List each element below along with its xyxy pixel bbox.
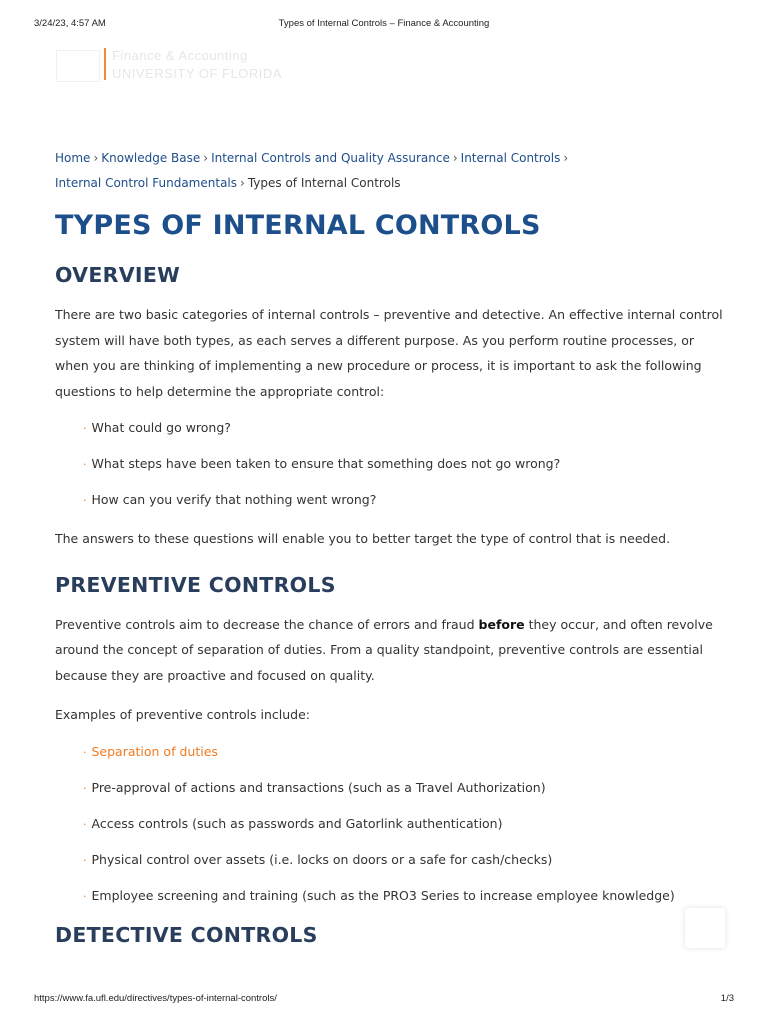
breadcrumb-separator: › [203,151,209,165]
list-item [83,778,725,799]
bullet-icon: · [83,889,87,903]
logo-divider [104,48,106,80]
breadcrumb-separator: › [452,151,458,165]
overview-closing: The answers to these questions will enable you to better target the type of control that is needed. [55,531,671,546]
breadcrumb-separator: › [93,151,99,165]
list-item [83,742,725,763]
example-text: Access controls (such as passwords and Gatorlink authentication) [91,815,503,831]
list-item [83,886,725,907]
print-title: Types of Internal Controls – Finance & Accounting [278,18,490,29]
preventive-examples-list [55,742,725,907]
preventive-text-start: Preventive controls aim to decrease the chance of errors and fraud [55,616,479,632]
breadcrumb-internal-controls-qa[interactable]: Internal Controls and Quality Assurance [211,151,450,165]
bullet-icon: · [83,422,87,435]
bullet-icon: · [83,781,87,795]
breadcrumb-internal-controls[interactable]: Internal Controls [460,151,561,165]
breadcrumb-separator: › [240,176,245,190]
breadcrumb [55,146,725,196]
logo-text-line2: UNIVERSITY OF FLORIDA [112,66,282,81]
list-item [83,490,725,511]
example-text: Physical control over assets (i.e. locks on doors or a safe for cash/checks) [91,851,553,867]
breadcrumb-knowledge-base[interactable]: Knowledge Base [101,151,201,165]
bullet-icon: · [83,817,87,831]
preventive-paragraph [55,612,725,689]
question-list [55,418,725,511]
question-text: What steps have been taken to ensure that something does not go wrong? [91,456,561,471]
preventive-examples-intro: Examples of preventive controls include: [55,707,310,722]
breadcrumb-internal-control-fundamentals[interactable]: Internal Control Fundamentals [55,176,238,190]
main-content [55,146,725,948]
example-text: Pre-approval of actions and transactions (such as a Travel Authorization) [91,779,546,795]
question-text: How can you verify that nothing went wrong? [91,492,377,507]
preventive-text-bold: before [478,616,525,632]
list-item [83,454,725,475]
example-text: Employee screening and training (such as the PRO3 Series to increase employee knowledge) [91,887,675,903]
print-page-number: 1/3 [720,993,734,1004]
print-date: 3/24/23, 4:57 AM [34,18,106,29]
page-title: TYPES OF INTERNAL CONTROLS [55,210,541,241]
question-text: What could go wrong? [91,420,231,435]
preventive-heading: PREVENTIVE CONTROLS [55,572,336,597]
list-item [83,418,725,439]
detective-heading: DETECTIVE CONTROLS [55,922,318,947]
bullet-icon: · [83,853,87,867]
site-logo[interactable] [56,44,282,84]
breadcrumb-separator: › [563,151,569,165]
logo-text-line1: Finance & Accounting [112,48,248,63]
breadcrumb-home[interactable]: Home [55,151,91,165]
list-item [83,850,725,871]
bullet-icon: · [83,458,87,471]
bullet-icon: · [83,494,87,507]
logo-mark-icon [56,50,100,82]
bullet-icon: · [83,745,87,759]
print-url: https://www.fa.ufl.edu/directives/types-of-internal-controls/ [34,993,277,1004]
overview-heading: OVERVIEW [55,263,181,287]
list-item [83,814,725,835]
overview-paragraph: There are two basic categories of internal controls – preventive and detective. An effective internal control system will have both types, as each serves a different purpose. As you perform routine processes, or when you are thinking of implementing a new procedure or process, it is important to ask the following questions to help determine the appropriate control: [55,307,723,399]
breadcrumb-current: Types of Internal Controls [247,176,401,190]
preventive-text-end: they occur, and often revolve around the concept of separation of duties. From a quality standpoint, preventive controls are essential because they are proactive and focused on quality. [55,616,713,683]
back-to-top-button[interactable] [685,908,725,948]
separation-of-duties-link[interactable]: Separation of duties [91,743,218,759]
